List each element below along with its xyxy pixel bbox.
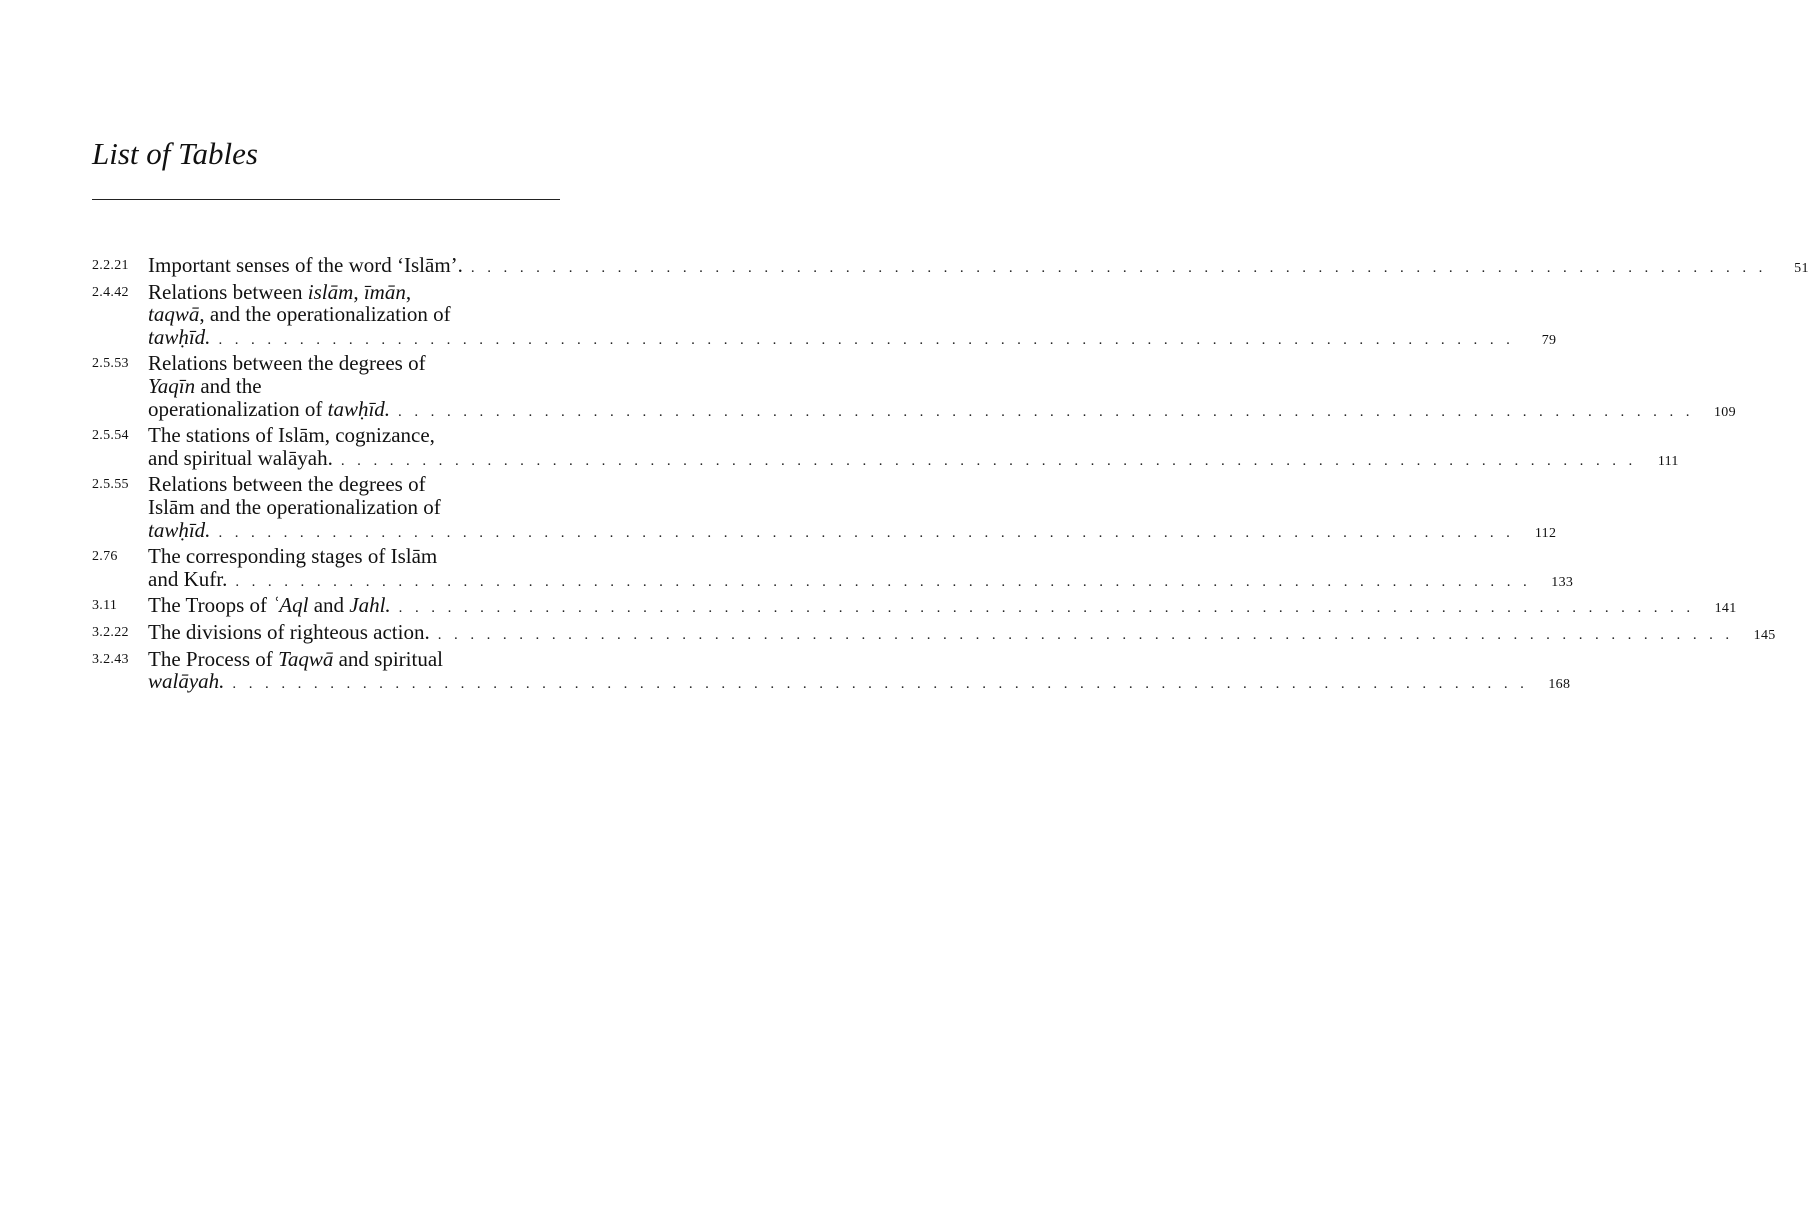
caption-text: ʿAql xyxy=(272,593,309,618)
caption-line xyxy=(148,593,1737,621)
table-caption xyxy=(148,593,1737,621)
caption-text: Taqwā xyxy=(278,646,334,671)
dot-leader: . . . . . . . . . . . . . . . . . . . . . . . . . . . . . . . . . . . . . . . . . . . . . . . . . . . . . . . . . . . . . . . . . . . . . . . . . . . . . . . . xyxy=(218,331,1515,348)
caption-text: Yaqīn xyxy=(148,373,196,398)
caption-line xyxy=(148,473,560,496)
table-number: 2.76 xyxy=(92,549,118,565)
dot-leader: . . . . . . . . . . . . . . . . . . . . . . . . . . . . . . . . . . . . . . . . . . . . . . . . . . . . . . . . . . . . . . . . . . . . . . . . . . . . . . . . xyxy=(235,573,1532,590)
dot-leader: . . . . . . . . . . . . . . . . . . . . . . . . . . . . . . . . . . . . . . . . . . . . . . . . . . . . . . . . . . . . . . . . . . . . . . . . . . . . . . . . xyxy=(340,452,1637,469)
page-title: List of Tables xyxy=(92,136,258,171)
caption-text: and Kufr. xyxy=(148,566,228,591)
caption-text: , and the operationalization of xyxy=(199,302,451,327)
page-number: 168 xyxy=(1548,677,1571,693)
caption-text: and xyxy=(308,593,350,618)
table-entry[interactable] xyxy=(92,279,1557,353)
caption-line xyxy=(148,324,1557,353)
caption-text: and spiritual walāyah. xyxy=(148,445,333,470)
caption-line xyxy=(148,619,1776,648)
page-number: 141 xyxy=(1714,601,1737,617)
caption-text: walāyah. xyxy=(148,669,225,694)
caption-text: operationalization of xyxy=(148,396,328,421)
table-number: 2.5.53 xyxy=(92,356,129,372)
table-entry[interactable] xyxy=(92,472,1557,545)
caption-line xyxy=(148,253,1809,281)
page-number: 112 xyxy=(1534,525,1557,541)
caption-line xyxy=(148,445,1679,474)
dot-leader: . . . . . . . . . . . . . . . . . . . . . . . . . . . . . . . . . . . . . . . . . . . . . . . . . . . . . . . . . . . . . . . . . . . . . . . . . . . . . . . . xyxy=(398,403,1694,420)
caption-line xyxy=(148,375,560,398)
caption-line xyxy=(148,648,560,671)
table-entry[interactable] xyxy=(92,351,1736,424)
table-number: 3.2.43 xyxy=(92,651,129,667)
caption-text: , xyxy=(405,279,412,304)
caption-line xyxy=(148,566,1574,595)
dot-leader: . . . . . . . . . . . . . . . . . . . . . . . . . . . . . . . . . . . . . . . . . . . . . . . . . . . . . . . . . . . . . . . . . . . . . . . . . . . . . . . . xyxy=(437,626,1734,643)
table-number: 2.4.42 xyxy=(92,284,129,300)
page-number: 109 xyxy=(1714,404,1736,420)
table-number: 3.2.22 xyxy=(92,624,129,640)
caption-text: Important senses of the word ‘Islām’. xyxy=(148,253,463,277)
caption-text: The stations of Islām, cognizance, xyxy=(148,423,435,448)
caption-text: taqwā xyxy=(148,302,200,327)
caption-line xyxy=(148,517,1557,546)
table-number: 3.11 xyxy=(92,598,118,614)
caption-text: islām xyxy=(307,279,354,304)
caption-text: Relations between the degrees of xyxy=(148,472,426,497)
table-entry[interactable] xyxy=(92,253,1809,281)
caption-text: The Troops of xyxy=(148,593,273,618)
caption-text: Relations between the degrees of xyxy=(148,351,426,376)
caption-text: and spiritual xyxy=(333,646,443,671)
table-entry[interactable] xyxy=(92,593,1737,621)
caption-text: , xyxy=(353,279,364,304)
table-caption xyxy=(148,472,1557,545)
caption-line xyxy=(148,352,560,375)
caption-text: tawḥīd. xyxy=(148,324,211,349)
list-of-tables xyxy=(92,253,1809,697)
page-number: 51 xyxy=(1794,261,1809,276)
page-number: 145 xyxy=(1753,627,1776,643)
table-caption xyxy=(148,351,1736,424)
table-caption xyxy=(148,253,1809,281)
caption-line xyxy=(148,281,560,304)
table-entry[interactable] xyxy=(92,423,1679,473)
dot-leader: . . . . . . . . . . . . . . . . . . . . . . . . . . . . . . . . . . . . . . . . . . . . . . . . . . . . . . . . . . . . . . . . . . . . . . . . . . . . . . . . xyxy=(398,600,1695,617)
caption-text: and the xyxy=(195,373,262,398)
caption-text: Islām and the operationalization of xyxy=(148,494,441,519)
page-number: 133 xyxy=(1551,574,1574,590)
table-caption xyxy=(148,544,1574,594)
table-caption xyxy=(148,619,1776,648)
table-caption xyxy=(148,279,1557,353)
caption-text: Jahl. xyxy=(349,593,391,618)
caption-text: tawḥīd. xyxy=(327,396,391,421)
table-caption xyxy=(148,423,1679,473)
page-number: 111 xyxy=(1657,453,1679,469)
caption-text: tawḥīd. xyxy=(148,517,211,542)
caption-text: The corresponding stages of Islām xyxy=(148,544,438,569)
caption-text: The Process of xyxy=(148,646,279,671)
table-entry[interactable] xyxy=(92,646,1571,697)
table-number: 2.5.54 xyxy=(92,428,129,444)
title-divider xyxy=(92,199,560,200)
caption-text: īmān xyxy=(363,279,406,304)
table-entry[interactable] xyxy=(92,544,1574,594)
table-caption xyxy=(148,646,1571,697)
table-entry[interactable] xyxy=(92,619,1776,648)
dot-leader: . . . . . . . . . . . . . . . . . . . . . . . . . . . . . . . . . . . . . . . . . . . . . . . . . . . . . . . . . . . . . . . . . . . . . . . . . . . . . . . . xyxy=(232,676,1529,693)
page-number: 79 xyxy=(1541,332,1557,348)
caption-text: The divisions of righteous action. xyxy=(148,619,430,644)
caption-line xyxy=(148,545,560,568)
caption-line xyxy=(148,669,1571,697)
caption-line xyxy=(148,396,1736,425)
caption-line xyxy=(148,303,560,326)
table-number: 2.5.55 xyxy=(92,477,129,493)
caption-text: Relations between xyxy=(148,279,308,304)
caption-line xyxy=(148,496,560,519)
table-number: 2.2.21 xyxy=(92,258,129,273)
dot-leader: . . . . . . . . . . . . . . . . . . . . . . . . . . . . . . . . . . . . . . . . . . . . . . . . . . . . . . . . . . . . . . . . . . . . . . . . . . . . . . . . xyxy=(470,260,1767,276)
caption-line xyxy=(148,424,560,447)
dot-leader: . . . . . . . . . . . . . . . . . . . . . . . . . . . . . . . . . . . . . . . . . . . . . . . . . . . . . . . . . . . . . . . . . . . . . . . . . . . . . . . . xyxy=(218,524,1515,541)
